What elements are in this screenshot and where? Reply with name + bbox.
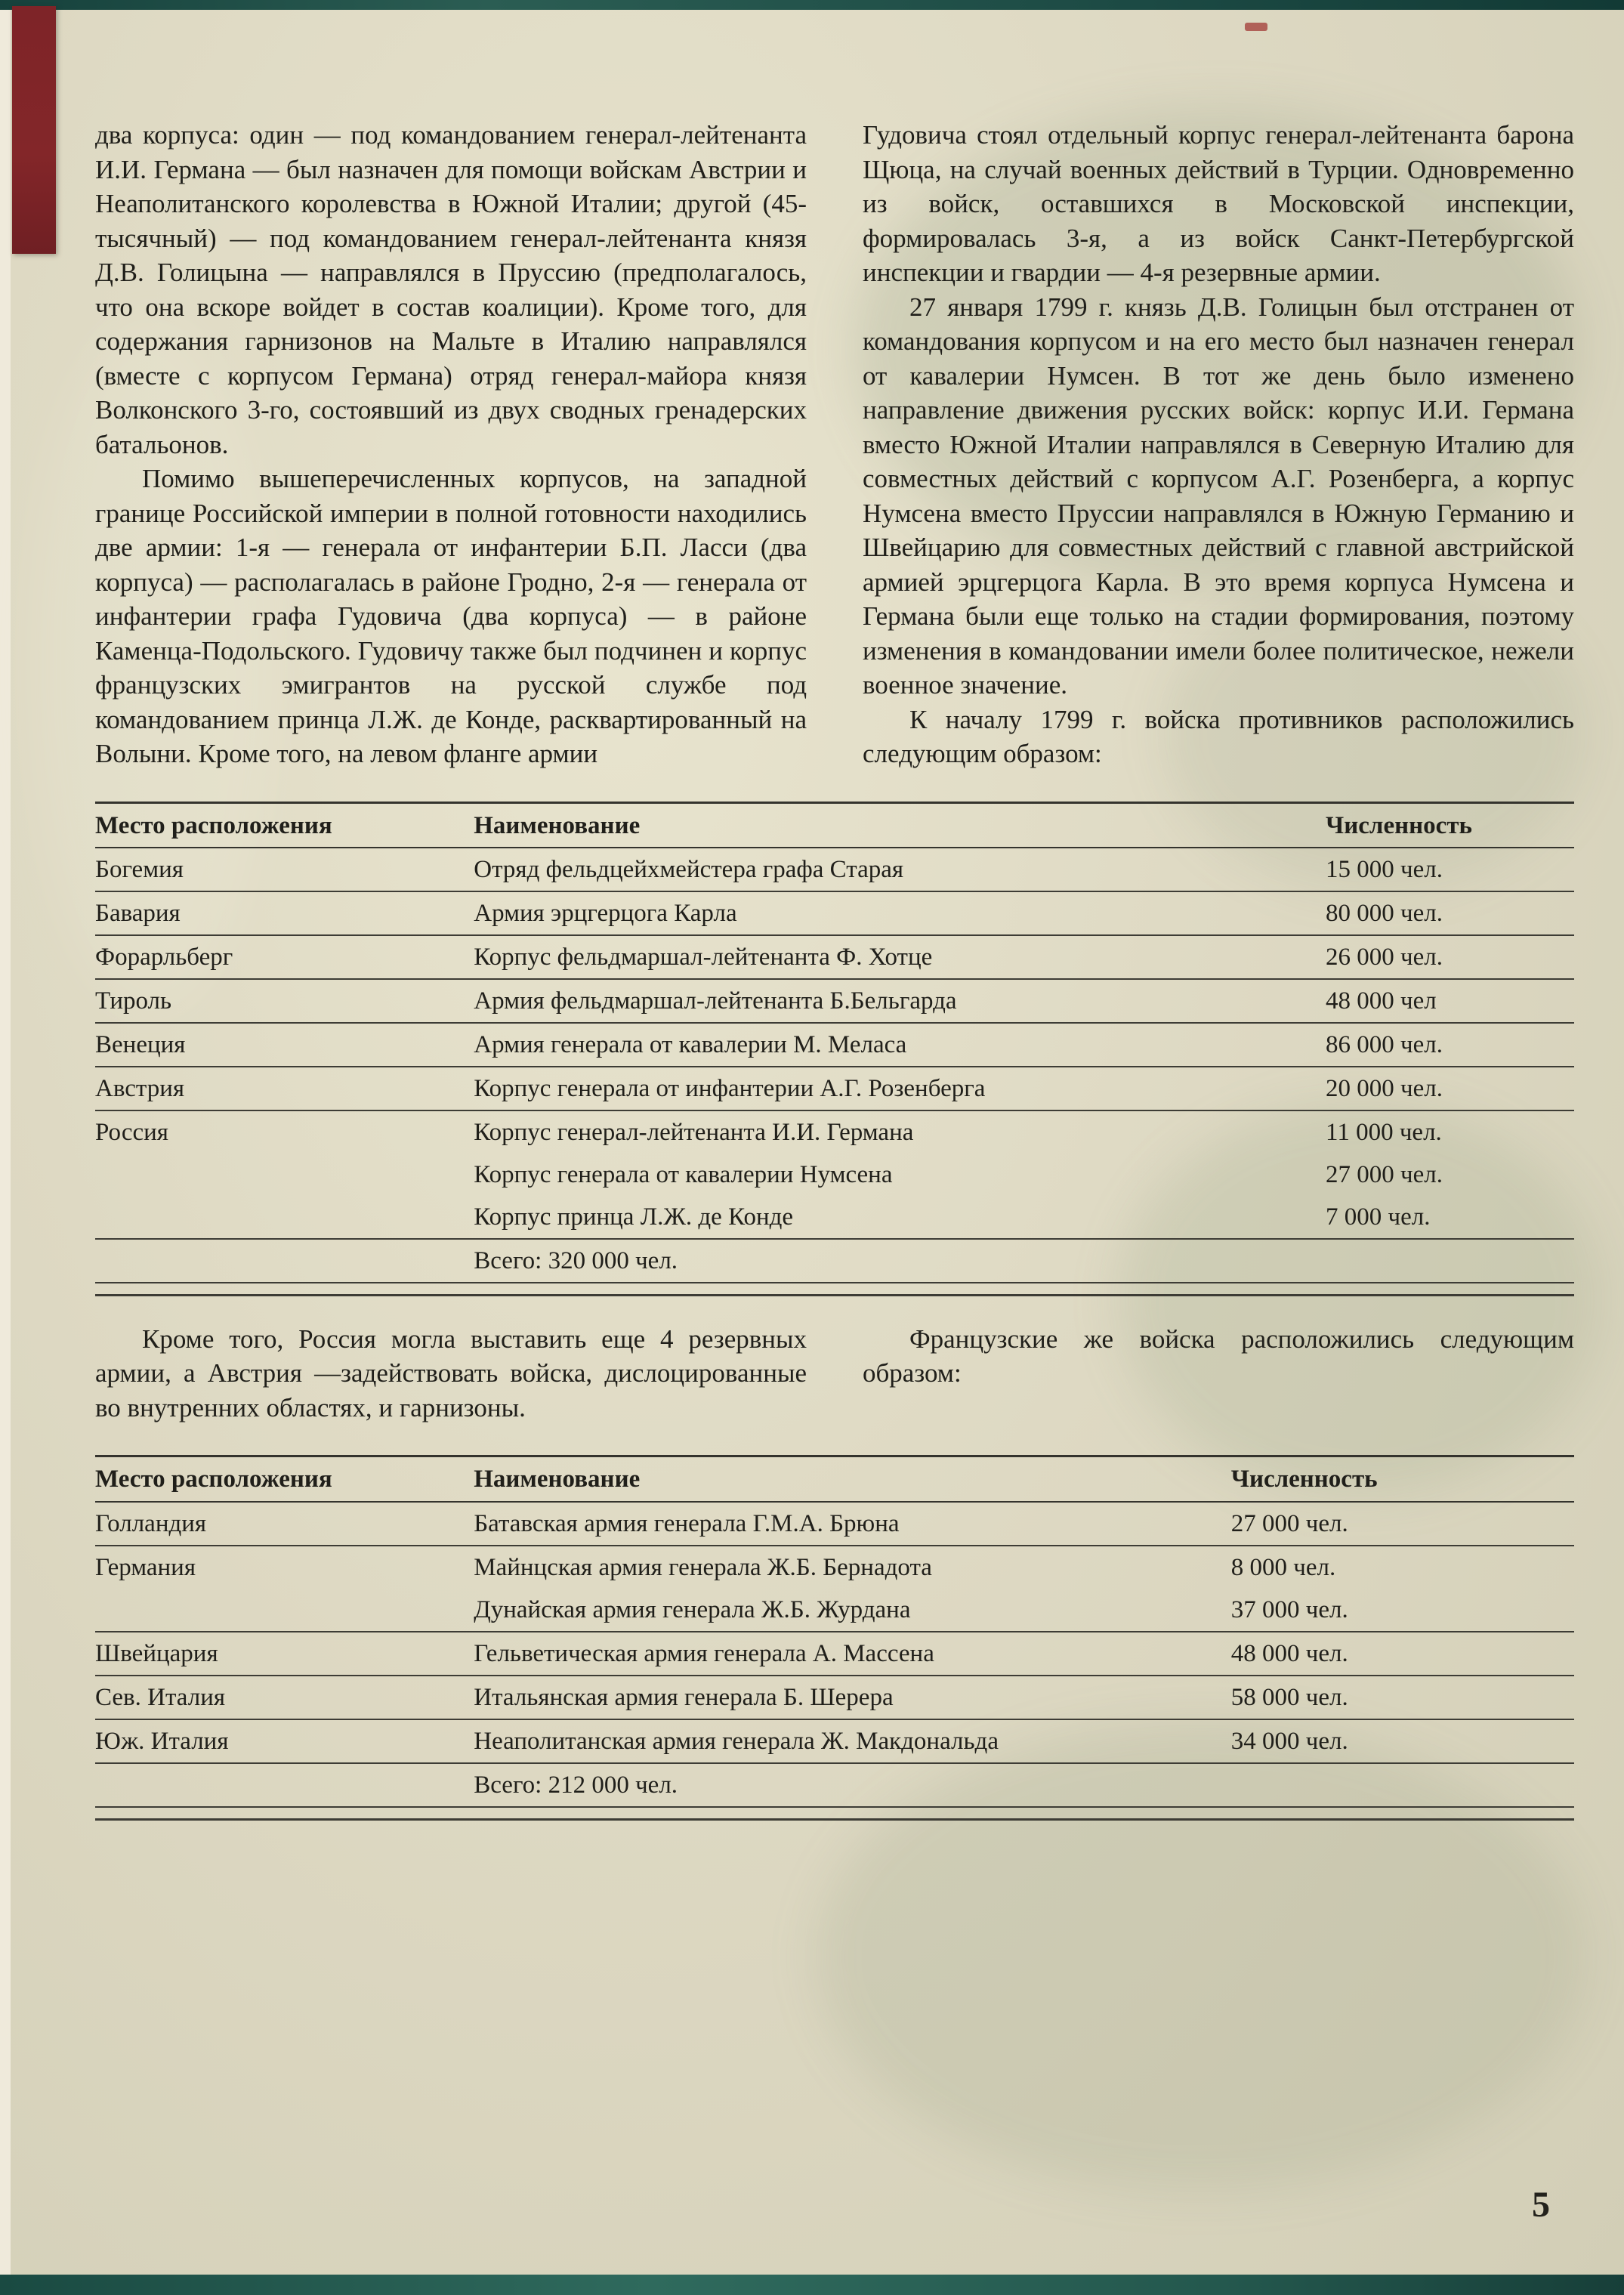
scan-left-edge [0, 0, 11, 2295]
table-bottom-rule [95, 1294, 1574, 1296]
unit-cell: Итальянская армия генерала Б. Шерера [474, 1676, 1231, 1719]
count-cell: 37 000 чел. [1230, 1596, 1348, 1624]
unit-cell: Майнцская армия генерала Ж.Б. Бернадота [474, 1546, 1231, 1589]
page-content [95, 118, 1574, 1821]
count-cell: 11 000 чел. [1326, 1110, 1574, 1154]
place-cell: Голландия [95, 1502, 474, 1546]
paragraph: Французские же войска расположились следующим образом: [863, 1324, 1574, 1388]
total-cell: Всего: 212 000 чел. [474, 1763, 1231, 1807]
scan-edge-bottom [0, 2275, 1624, 2295]
count-cell: 8 000 чел. [1231, 1546, 1574, 1589]
paragraph: Гудовича стоял отдельный корпус генерал-лейтенанта барона Щюца, на случай военных действий в Турции. Одновременно из войск, оставшихся в Московской инспекции, формировалась 3-я, а из войск Санкт-Петербургской инспекции и гвардии — 4-я резервные армии. [863, 120, 1574, 287]
table-row [95, 1067, 1574, 1110]
spine-red-block [12, 6, 56, 254]
left-column-text [95, 1322, 807, 1425]
total-cell: Всего: 320 000 чел. [474, 1239, 1326, 1283]
unit-cell: Неаполитанская армия генерала Ж. Макдональда [474, 1719, 1231, 1763]
count-cell: 86 000 чел. [1326, 1023, 1574, 1067]
table-row [95, 1719, 1574, 1763]
table-header: Место расположения [95, 802, 474, 848]
table-row [95, 935, 1574, 979]
table-total-row [95, 1763, 1574, 1807]
place-cell: Тироль [95, 979, 474, 1023]
table-row [95, 1676, 1574, 1719]
coalition-forces-table-section [95, 802, 1574, 1296]
table-row [95, 1632, 1574, 1676]
table-row [95, 1023, 1574, 1067]
red-ink-mark [1245, 23, 1267, 31]
two-column-text-middle [95, 1322, 1574, 1425]
unit-cell: Армия фельдмаршал-лейтенанта Б.Бельгарда [474, 979, 1326, 1023]
count-cell: 26 000 чел. [1326, 935, 1574, 979]
paragraph: Кроме того, Россия могла выставить еще 4 резервных армии, а Австрия —задействовать войска, дислоцированные во внутренних областях, и гарнизоны. [95, 1324, 807, 1422]
empty-cell [1231, 1763, 1574, 1807]
unit-cell: Корпус принца Л.Ж. де Конде [474, 1203, 794, 1231]
table-row [95, 1546, 1574, 1589]
table-row [95, 848, 1574, 891]
table-header-row [95, 1456, 1574, 1502]
count-cell: 27 000 чел. [1231, 1502, 1574, 1546]
place-cell: Венеция [95, 1023, 474, 1067]
unit-cell: Армия генерала от кавалерии М. Меласа [474, 1023, 1326, 1067]
table-total-row [95, 1239, 1574, 1283]
empty-cell [95, 1763, 474, 1807]
unit-cell: Корпус фельдмаршал-лейтенанта Ф. Хотце [474, 935, 1326, 979]
paragraph: 27 января 1799 г. князь Д.В. Голицын был отстранен от командования корпусом и на его место был назначен генерал от кавалерии Нумсен. В тот же день было изменено направление движения русских войск: корпус И.И. Германа вместо Южной Италии направлялся в Северную Италию для совместных действий с корпусом А.Г. Розенберга, а корпус Нумсена вместо Пруссии направлялся в Южную Германию и Швейцарию для совместных действий с главной австрийской армией эрцгерцога Карла. В это время корпуса Нумсена и Германа были еще только на стадии формирования, поэтому изменения в командовании имели более политическое, нежели военное значение. [863, 292, 1574, 700]
left-column-text [95, 118, 807, 771]
table-header: Наименование [474, 1456, 1231, 1502]
count-cell: 15 000 чел. [1326, 848, 1574, 891]
place-cell: Германия [95, 1546, 474, 1632]
count-cell: 27 000 чел. [1326, 1161, 1443, 1188]
table-bottom-rule [95, 1818, 1574, 1821]
table-row [95, 891, 1574, 935]
table-row [95, 979, 1574, 1023]
two-column-text-top [95, 118, 1574, 771]
place-cell: Сев. Италия [95, 1676, 474, 1719]
unit-cell: Отряд фельдцейхмейстера графа Старая [474, 848, 1326, 891]
table-header: Численность [1326, 802, 1574, 848]
paragraph: два корпуса: один — под командованием генерал-лейтенанта И.И. Германа — был назначен для помощи войскам Австрии и Неаполитанского королевства в Южной Италии; другой (45-тысячный) — под командованием генерал-лейтенанта князя Д.В. Голицына — направлялся в Пруссию (предполагалось, что она вскоре войдет в состав коалиции). Кроме того, для содержания гарнизонов на Мальте в Италию направлялся (вместе с корпусом Германа) отряд генерал-майора князя Волконского 3-го, состоявший из двух сводных гренадерских батальонов. [95, 120, 807, 459]
french-forces-table-section [95, 1455, 1574, 1821]
table-row [95, 1110, 1574, 1154]
table-header: Наименование [474, 802, 1326, 848]
count-cell: 20 000 чел. [1326, 1067, 1574, 1110]
count-cell: 7 000 чел. [1326, 1203, 1431, 1231]
unit-cell: Дунайская армия генерала Ж.Б. Журдана [474, 1596, 911, 1624]
table-header: Место расположения [95, 1456, 474, 1502]
count-cell: 58 000 чел. [1231, 1676, 1574, 1719]
count-cell: 34 000 чел. [1231, 1719, 1574, 1763]
scan-edge-top [0, 0, 1624, 10]
place-cell: Бавария [95, 891, 474, 935]
place-cell: Швейцария [95, 1632, 474, 1676]
paragraph: Помимо вышеперечисленных корпусов, на западной границе Российской империи в полной готовности находились две армии: 1-я — генерала от инфантерии Б.П. Ласси (два корпуса) — располагалась в районе Гродно, 2-я — генерала от инфантерии графа Гудовича (два корпуса) — в районе Каменца-Подольского. Гудовичу также был подчинен и корпус французских эмигрантов на русской службе под командованием принца Л.Ж. де Конде, расквартированный на Волыни. Кроме того, на левом фланге армии [95, 464, 807, 768]
table-row [95, 1502, 1574, 1546]
empty-cell [95, 1239, 474, 1283]
place-cell: Форарльберг [95, 935, 474, 979]
unit-cell: Батавская армия генерала Г.М.А. Брюна [474, 1502, 1231, 1546]
place-cell: Юж. Италия [95, 1719, 474, 1763]
table-header-row [95, 802, 1574, 848]
table-header: Численность [1231, 1456, 1574, 1502]
french-forces-table [95, 1455, 1574, 1808]
unit-cell: Корпус генерала от инфантерии А.Г. Розенберга [474, 1067, 1326, 1110]
empty-cell [1326, 1239, 1574, 1283]
place-cell: Австрия [95, 1067, 474, 1110]
count-cell: 48 000 чел. [1231, 1632, 1574, 1676]
page-number: 5 [1532, 2185, 1550, 2225]
unit-cell: Гельветическая армия генерала А. Массена [474, 1632, 1231, 1676]
paragraph: К началу 1799 г. войска противников расположились следующим образом: [863, 704, 1574, 768]
unit-cell: Корпус генерала от кавалерии Нумсена [474, 1161, 893, 1188]
right-column-text [863, 118, 1574, 771]
right-column-text [863, 1322, 1574, 1425]
coalition-forces-table [95, 802, 1574, 1283]
count-cell: 48 000 чел [1326, 979, 1574, 1023]
unit-cell: Корпус генерал-лейтенанта И.И. Германа [474, 1110, 1326, 1154]
unit-cell: Армия эрцгерцога Карла [474, 891, 1326, 935]
count-cell: 80 000 чел. [1326, 891, 1574, 935]
place-cell: Россия [95, 1110, 474, 1239]
place-cell: Богемия [95, 848, 474, 891]
